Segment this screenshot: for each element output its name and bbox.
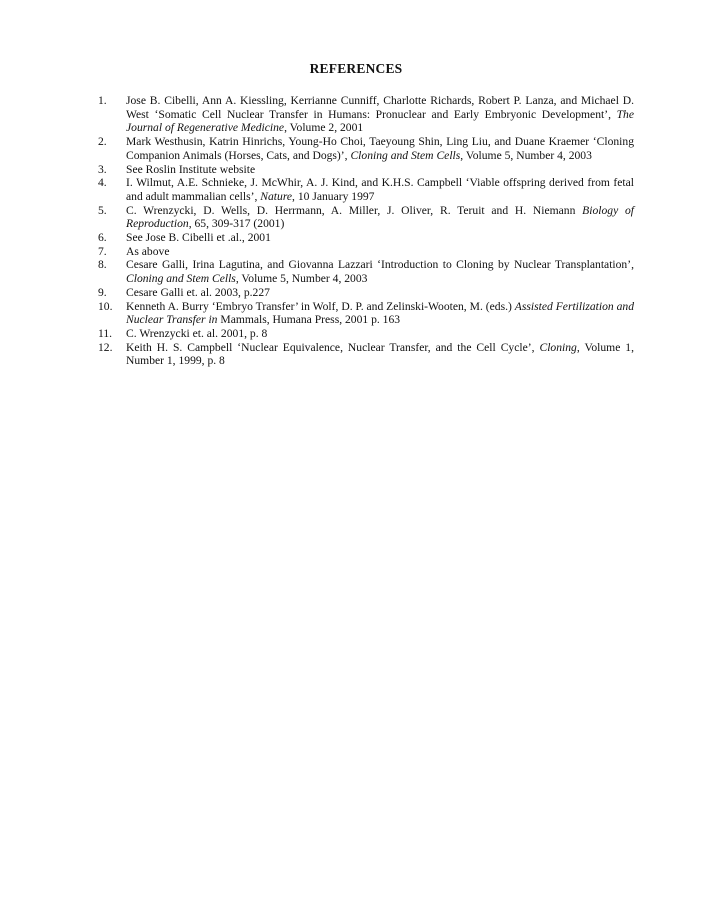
reference-text bbox=[126, 204, 634, 231]
reference-source-title: Biology of Reproduction bbox=[126, 203, 634, 231]
reference-number: 3. bbox=[98, 162, 107, 176]
reference-text bbox=[126, 245, 169, 258]
reference-text-segment: C. Wrenzycki, D. Wells, D. Herrmann, A. Miller, J. Oliver, R. Teruit and H. Niemann bbox=[126, 203, 583, 217]
reference-source-title: Cloning and Stem Cells bbox=[126, 272, 236, 286]
reference-text-segment: Cesare Galli, Irina Lagutina, and Giovanna Lazzari ‘Introduction to Cloning by Nuclear Transplantation’, bbox=[126, 258, 634, 272]
reference-text-segment: Mammals, Humana Press, 2001 p. 163 bbox=[217, 313, 401, 327]
reference-number: 10. bbox=[98, 299, 113, 313]
reference-item bbox=[98, 300, 634, 327]
reference-text-segment: , Volume 5, Number 4, 2003 bbox=[460, 148, 592, 162]
reference-text bbox=[126, 163, 255, 176]
reference-text bbox=[126, 327, 267, 340]
reference-text-segment: , Volume 2, 2001 bbox=[284, 121, 364, 135]
reference-number: 7. bbox=[98, 244, 107, 258]
reference-item bbox=[98, 204, 634, 231]
reference-text-segment: , Volume 5, Number 4, 2003 bbox=[235, 272, 368, 286]
reference-text bbox=[126, 135, 634, 162]
reference-item bbox=[98, 163, 634, 177]
reference-text-segment: Mark Westhusin, Katrin Hinrichs, Young-Ho Choi, Taeyoung Shin, Ling Liu, and Duane Kraemer ‘Cloning Companion Animals (Horses, Cats, and Dogs)’, bbox=[126, 135, 634, 162]
reference-text bbox=[126, 176, 634, 203]
reference-number: 2. bbox=[98, 135, 107, 149]
reference-text-segment: , 65, 309-317 (2001) bbox=[188, 217, 285, 231]
reference-text bbox=[126, 300, 634, 327]
reference-item bbox=[98, 258, 634, 285]
reference-item bbox=[98, 135, 634, 162]
reference-text-segment: Keith H. S. Campbell ‘Nuclear Equivalence, Nuclear Transfer, and the Cell Cycle’, bbox=[126, 340, 540, 354]
reference-number: 8. bbox=[98, 258, 107, 272]
reference-number: 12. bbox=[98, 340, 113, 354]
reference-text bbox=[126, 341, 634, 368]
reference-number: 6. bbox=[98, 231, 107, 245]
references-heading: REFERENCES bbox=[309, 61, 403, 76]
reference-text-segment: C. Wrenzycki et. al. 2001, p. 8 bbox=[126, 326, 268, 340]
reference-item bbox=[98, 94, 634, 135]
reference-source-title: The Journal of Regenerative Medicine bbox=[126, 107, 634, 135]
reference-source-title: Nature bbox=[260, 189, 293, 203]
reference-list bbox=[98, 94, 634, 368]
reference-item bbox=[98, 286, 634, 300]
reference-number: 11. bbox=[98, 326, 113, 340]
reference-text-segment: See Roslin Institute website bbox=[126, 162, 256, 176]
reference-source-title: Cloning and Stem Cells bbox=[350, 148, 461, 162]
reference-text-segment: See Jose B. Cibelli et .al., 2001 bbox=[126, 231, 271, 245]
reference-text-segment: I. Wilmut, A.E. Schnieke, J. McWhir, A. J. Kind, and K.H.S. Campbell ‘Viable offspring derived from fetal and adult mammalian cells’, bbox=[126, 176, 634, 203]
reference-text bbox=[126, 286, 270, 299]
reference-source-title: Assisted Fertilization and Nuclear Transfer in bbox=[126, 299, 634, 327]
reference-text bbox=[126, 94, 634, 134]
reference-text bbox=[126, 231, 271, 244]
reference-item bbox=[98, 327, 634, 341]
reference-text-segment: Kenneth A. Burry ‘Embryo Transfer’ in Wolf, D. P. and Zelinski-Wooten, M. (eds.) bbox=[126, 299, 515, 313]
reference-text-segment: Jose B. Cibelli, Ann A. Kiessling, Kerrianne Cunniff, Charlotte Richards, Robert P. Lanza, and Michael D. West ‘Somatic Cell Nuclear Transfer in Humans: Pronuclear and Early Embryonic Development’, bbox=[126, 94, 634, 121]
reference-number: 9. bbox=[98, 285, 107, 299]
reference-item bbox=[98, 231, 634, 245]
reference-item bbox=[98, 341, 634, 368]
reference-text-segment: Cesare Galli et. al. 2003, p.227 bbox=[126, 285, 270, 299]
reference-item bbox=[98, 176, 634, 203]
reference-text-segment: , 10 January 1997 bbox=[292, 189, 375, 203]
reference-number: 4. bbox=[98, 176, 107, 190]
reference-number: 1. bbox=[98, 94, 107, 107]
reference-text-segment: As above bbox=[126, 244, 170, 258]
reference-source-title: Cloning bbox=[539, 340, 577, 354]
reference-text bbox=[126, 258, 634, 285]
reference-text-segment: , Volume 1, Number 1, 1999, p. 8 bbox=[126, 340, 634, 368]
reference-number: 5. bbox=[98, 203, 107, 217]
reference-item bbox=[98, 245, 634, 259]
